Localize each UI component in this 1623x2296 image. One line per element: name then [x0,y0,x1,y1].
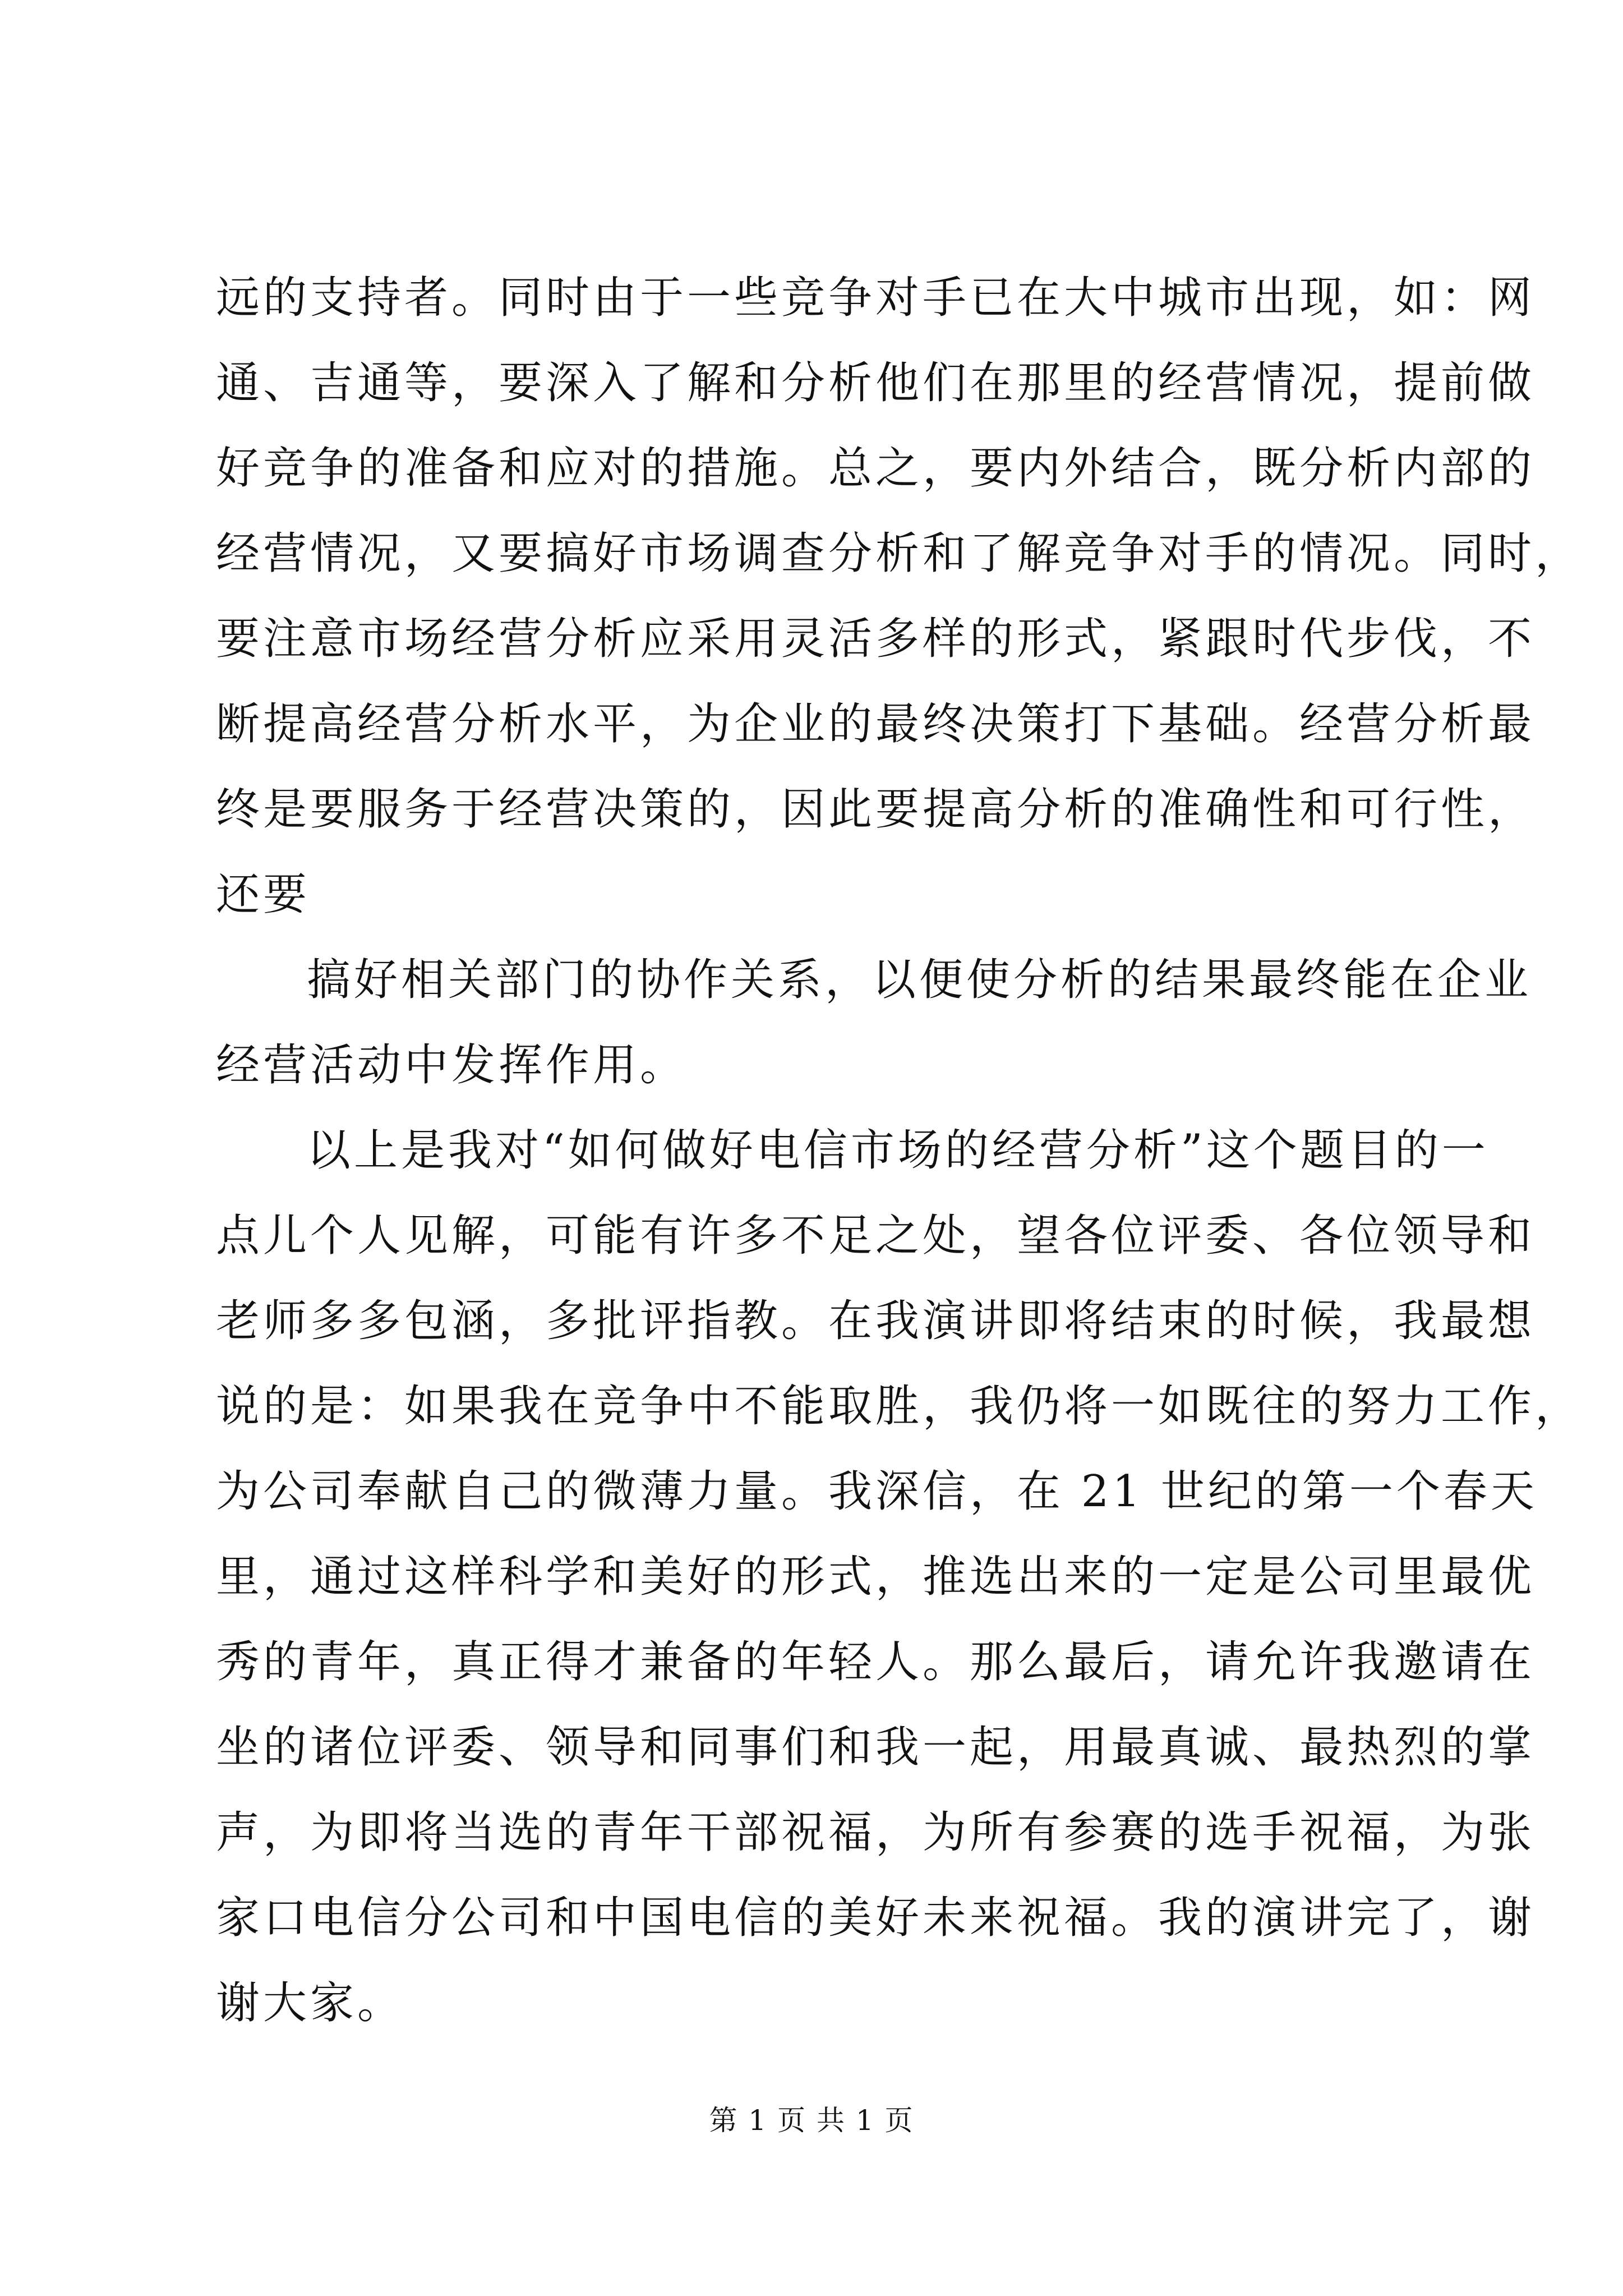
paragraph-start-line: 搞好相关部门的协作关系，以便使分析的结果最终能在企业 [307,955,1532,1005]
text-line: 谢大家。 [216,1978,405,2028]
text-line: 为公司奉献自己的微薄力量。我深信，在 21 世纪的第一个春天 [216,1466,1538,1517]
text-line: 好竞争的准备和应对的措施。总之，要内外结合，既分析内部的 [216,443,1536,494]
text-line: 坐的诸位评委、领导和同事们和我一起，用最真诚、最热烈的掌 [216,1722,1536,1773]
text-line: 老师多多包涵，多批评指教。在我演讲即将结束的时候，我最想 [216,1296,1536,1346]
text-line: 终是要服务于经营决策的，因此要提高分析的准确性和可行性， [216,784,1536,835]
text-line: 里，通过这样科学和美好的形式，推选出来的一定是公司里最优 [216,1552,1536,1602]
text-line: 要注意市场经营分析应采用灵活多样的形式，紧跟时代步伐，不 [216,614,1536,664]
text-line: 秀的青年，真正得才兼备的年轻人。那么最后，请允许我邀请在 [216,1637,1536,1687]
text-line: 说的是：如果我在竞争中不能取胜，我仍将一如既往的努力工作， [216,1381,1583,1432]
text-line: 经营活动中发挥作用。 [216,1040,688,1091]
text-line: 还要 [216,869,311,920]
text-line: 远的支持者。同时由于一些竞争对手已在大中城市出现，如：网 [216,273,1536,323]
body-text [216,255,1583,2046]
text-line: 家口电信分公司和中国电信的美好未来祝福。我的演讲完了，谢 [216,1893,1536,1943]
text-line: 声，为即将当选的青年干部祝福，为所有参赛的选手祝福，为张 [216,1807,1536,1858]
text-line: 点儿个人见解，可能有许多不足之处，望各位评委、各位领导和 [216,1211,1536,1261]
text-line: 经营情况，又要搞好市场调查分析和了解竞争对手的情况。同时， [216,528,1583,579]
page-footer [0,2101,1623,2140]
paragraph-start-line: 以上是我对“如何做好电信市场的经营分析”这个题目的一 [307,1125,1489,1176]
text-line: 通、吉通等，要深入了解和分析他们在那里的经营情况，提前做 [216,358,1536,408]
page-number: 第 1 页 共 1 页 [709,2104,914,2137]
text-line: 断提高经营分析水平，为企业的最终决策打下基础。经营分析最 [216,699,1536,749]
